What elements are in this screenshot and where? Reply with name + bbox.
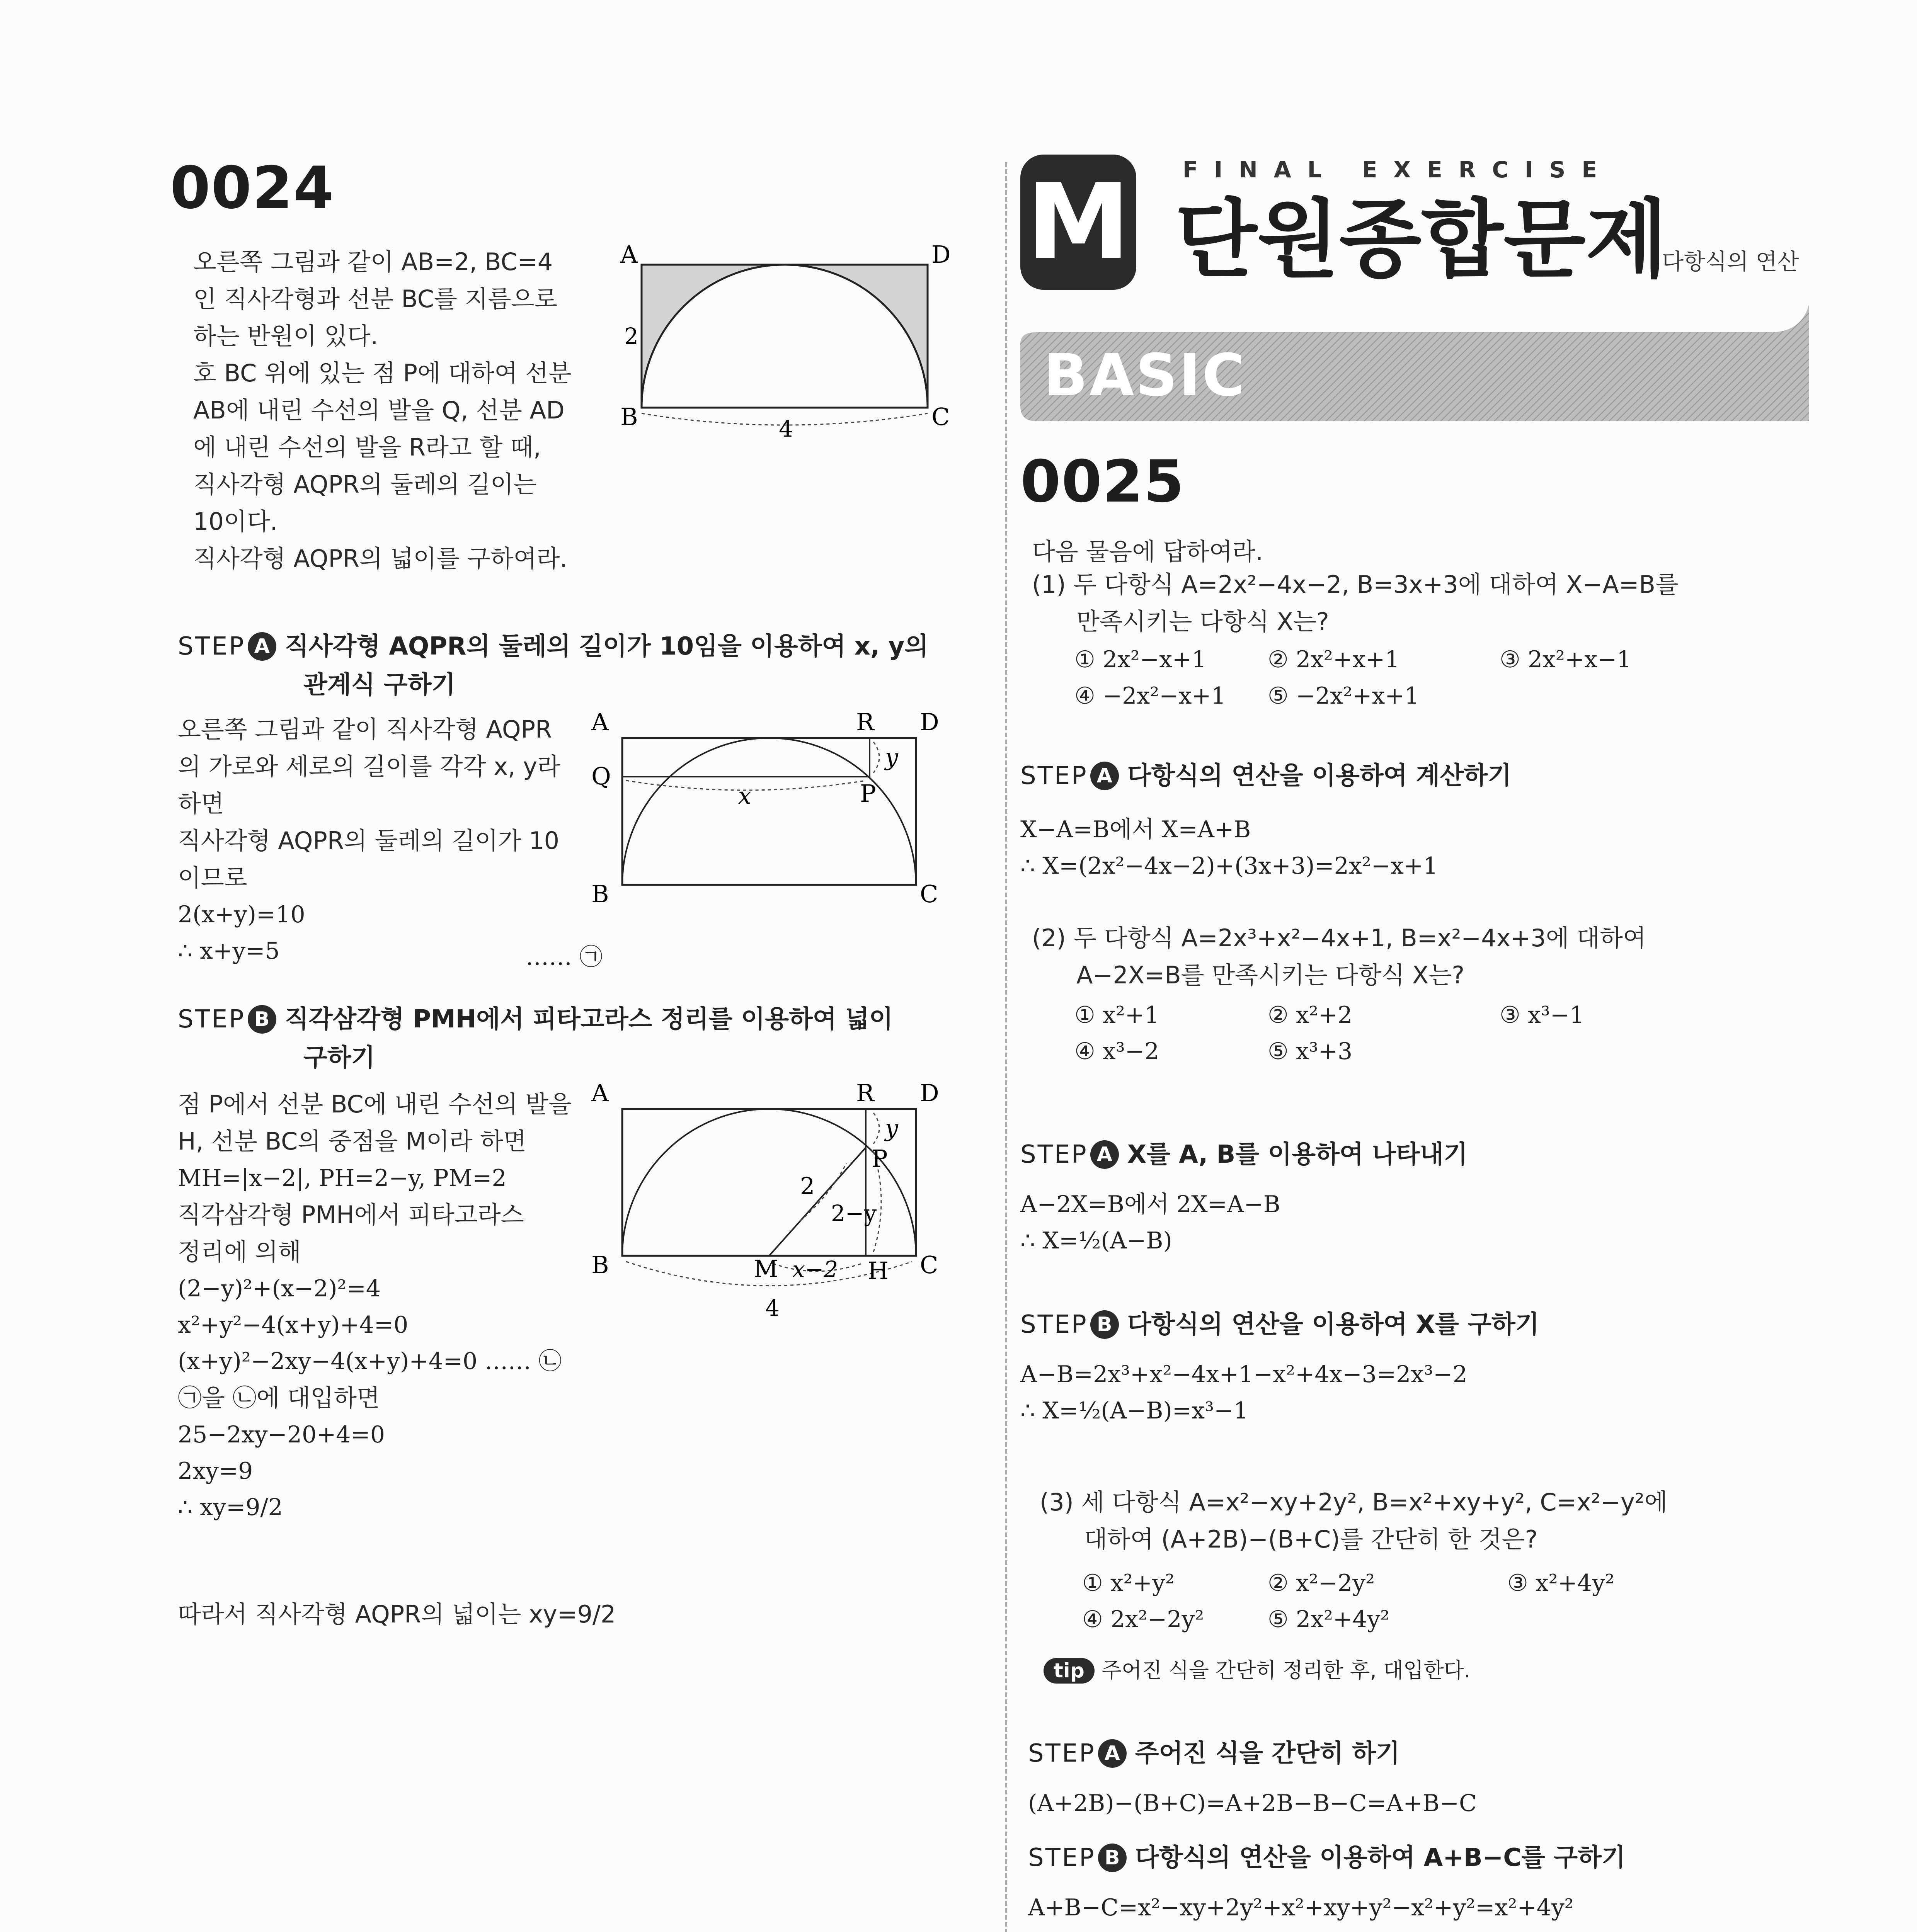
label-H: H bbox=[868, 1257, 889, 1285]
step-title: 주어진 식을 간단히 하기 bbox=[1135, 1739, 1400, 1768]
step-badge: B bbox=[1098, 1844, 1127, 1872]
question-3 bbox=[1040, 1484, 1668, 1558]
step-badge: B bbox=[1090, 1310, 1119, 1339]
question-line: A−2X=B를 만족시키는 다항식 X는? bbox=[1076, 961, 1465, 989]
option-3[interactable]: ③ 2x²+x−1 bbox=[1500, 646, 1632, 673]
option-2[interactable]: ② 2x²+x+1 bbox=[1268, 646, 1400, 673]
step-label: STEP bbox=[178, 1005, 245, 1034]
header-section: 다항식의 연산 bbox=[1662, 248, 1799, 275]
text-line: 인 직사각형과 선분 BC를 지름으로 bbox=[193, 285, 558, 313]
text-line: 직사각형 AQPR의 둘레의 길이가 10 bbox=[178, 827, 560, 855]
text-line: 이므로 bbox=[178, 864, 247, 892]
banner-label: BASIC bbox=[1044, 342, 1246, 409]
label-R: R bbox=[856, 708, 874, 736]
label-4: 4 bbox=[765, 1295, 780, 1321]
step-b-body bbox=[178, 1086, 572, 1526]
label-R: R bbox=[856, 1079, 874, 1107]
question-1 bbox=[1032, 566, 1679, 640]
step-label: STEP bbox=[1020, 1310, 1088, 1339]
text-line: ㉠을 ㉡에 대입하면 bbox=[178, 1384, 380, 1412]
equation-line: A+B−C=x²−xy+2y²+x²+xy+y²−x²+y²=x²+4y² bbox=[1028, 1894, 1574, 1921]
label-A: A bbox=[620, 243, 638, 269]
step-badge: A bbox=[248, 632, 276, 661]
step-body bbox=[1020, 811, 1438, 884]
step-a-heading bbox=[1028, 1735, 1400, 1772]
label-B: B bbox=[620, 403, 638, 431]
label-A: A bbox=[591, 708, 609, 736]
step-a-heading bbox=[178, 628, 928, 665]
step-title: 다항식의 연산을 이용하여 X를 구하기 bbox=[1127, 1310, 1539, 1339]
equation-line: ∴ X=½(A−B)=x³−1 bbox=[1020, 1397, 1248, 1424]
label-2-minus-y: 2−y bbox=[831, 1200, 877, 1226]
text-line: 직각삼각형 PMH에서 피타고라스 bbox=[178, 1201, 524, 1229]
text-line: H, 선분 BC의 중점을 M이라 하면 bbox=[178, 1127, 527, 1155]
equation-line: (x+y)²−2xy−4(x+y)+4=0 …… ㉡ bbox=[178, 1348, 562, 1375]
option-4[interactable]: ④ −2x²−x+1 bbox=[1074, 682, 1226, 709]
equation-marker: …… ㉠ bbox=[526, 944, 603, 971]
equation-line: MH=|x−2|, PH=2−y, PM=2 bbox=[178, 1165, 507, 1192]
text-line: 정리에 의해 bbox=[178, 1238, 301, 1266]
step-b-heading bbox=[1020, 1306, 1539, 1343]
label-y: y bbox=[885, 744, 898, 771]
label-C: C bbox=[931, 403, 950, 431]
text-line: 하는 반원이 있다. bbox=[193, 322, 378, 350]
equation-line: 2(x+y)=10 bbox=[178, 901, 305, 928]
text-line: AB에 내린 수선의 발을 Q, 선분 AD bbox=[193, 396, 565, 424]
label-base: 4 bbox=[779, 416, 793, 442]
problem-number-0024: 0024 bbox=[170, 155, 335, 222]
option-1[interactable]: ① x²+y² bbox=[1082, 1570, 1175, 1597]
label-side: 2 bbox=[624, 323, 638, 349]
label-B: B bbox=[591, 1251, 609, 1279]
step-label: STEP bbox=[1028, 1739, 1096, 1768]
text-line: 10이다. bbox=[193, 507, 278, 536]
option-5[interactable]: ⑤ x³+3 bbox=[1268, 1038, 1353, 1065]
question-line: 대하여 (A+2B)−(B+C)를 간단히 한 것은? bbox=[1084, 1525, 1538, 1553]
label-P: P bbox=[860, 779, 876, 808]
label-B: B bbox=[591, 880, 609, 908]
step-b-heading bbox=[1028, 1839, 1626, 1876]
question-line: (2) 두 다항식 A=2x³+x²−4x+1, B=x²−4x+3에 대하여 bbox=[1032, 924, 1646, 952]
label-Q: Q bbox=[591, 762, 611, 790]
basic-banner bbox=[1013, 305, 1809, 429]
label-C: C bbox=[920, 1251, 938, 1279]
label-x-minus-2: x−2 bbox=[792, 1256, 838, 1282]
label-P: P bbox=[872, 1145, 888, 1173]
label-M: M bbox=[754, 1255, 778, 1283]
option-4[interactable]: ④ x³−2 bbox=[1074, 1038, 1159, 1065]
text-line: 호 BC 위에 있는 점 P에 대하여 선분 bbox=[193, 359, 572, 387]
text-line: 직사각형 AQPR의 둘레의 길이는 bbox=[193, 470, 537, 498]
step-body bbox=[1020, 1356, 1468, 1429]
figure-rectangle-aqpr bbox=[584, 707, 955, 908]
option-3[interactable]: ③ x²+4y² bbox=[1507, 1570, 1615, 1597]
equation-line: 2xy=9 bbox=[178, 1458, 253, 1485]
text-line: 의 가로와 세로의 길이를 각각 x, y라 bbox=[178, 752, 560, 781]
header-title: 단원종합문제 bbox=[1175, 190, 1668, 289]
step-b-heading bbox=[178, 1001, 893, 1038]
step-title: 다항식의 연산을 이용하여 A+B−C를 구하기 bbox=[1135, 1844, 1626, 1872]
step-badge: B bbox=[248, 1005, 276, 1034]
equation-line: ∴ xy=9/2 bbox=[178, 1494, 283, 1521]
figure-right-triangle-pmh bbox=[584, 1078, 955, 1333]
label-D: D bbox=[920, 708, 939, 736]
final-answer: 따라서 직사각형 AQPR의 넓이는 xy=9/2 bbox=[178, 1600, 616, 1628]
step-badge: A bbox=[1098, 1739, 1127, 1768]
label-2: 2 bbox=[800, 1173, 815, 1200]
question-line: (1) 두 다항식 A=2x²−4x−2, B=3x+3에 대하여 X−A=B를 bbox=[1032, 570, 1679, 599]
label-C: C bbox=[920, 880, 938, 908]
step-label: STEP bbox=[178, 632, 245, 661]
tip-badge: tip bbox=[1044, 1658, 1095, 1684]
label-A: A bbox=[591, 1079, 609, 1107]
equation-line: X−A=B에서 X=A+B bbox=[1020, 816, 1251, 843]
step-b-heading-cont: 구하기 bbox=[303, 1044, 375, 1072]
text-line: 직사각형 AQPR의 넓이를 구하여라. bbox=[193, 544, 568, 573]
step-a-body bbox=[178, 711, 560, 969]
step-a-heading-cont: 관계식 구하기 bbox=[303, 671, 456, 699]
text-line: 오른쪽 그림과 같이 AB=2, BC=4 bbox=[193, 248, 553, 276]
equation-line: (A+2B)−(B+C)=A+2B−B−C=A+B−C bbox=[1028, 1790, 1477, 1817]
header-subtitle: FINAL EXERCISE bbox=[1183, 156, 1613, 183]
tip-row bbox=[1044, 1654, 1471, 1684]
step-badge: A bbox=[1090, 1140, 1119, 1169]
step-badge: A bbox=[1090, 762, 1119, 790]
option-3[interactable]: ③ x³−1 bbox=[1500, 1002, 1585, 1029]
option-2[interactable]: ② x²+2 bbox=[1268, 1002, 1353, 1029]
step-label: STEP bbox=[1028, 1844, 1096, 1872]
equation-line: ∴ X=½(A−B) bbox=[1020, 1227, 1172, 1254]
equation-line: (2−y)²+(x−2)²=4 bbox=[178, 1275, 381, 1302]
step-label: STEP bbox=[1020, 762, 1088, 790]
step-label: STEP bbox=[1020, 1140, 1088, 1169]
step-title: 다항식의 연산을 이용하여 계산하기 bbox=[1127, 762, 1512, 790]
text-line: 오른쪽 그림과 같이 직사각형 AQPR bbox=[178, 715, 552, 743]
label-x: x bbox=[738, 782, 751, 810]
text-line: 하면 bbox=[178, 789, 224, 818]
question-2 bbox=[1032, 920, 1646, 994]
step-a-heading bbox=[1020, 757, 1512, 794]
step-title: X를 A, B를 이용하여 나타내기 bbox=[1127, 1140, 1468, 1169]
problem-0024-text bbox=[193, 243, 572, 577]
unit-badge: M bbox=[1020, 155, 1136, 290]
label-y: y bbox=[885, 1115, 898, 1142]
option-2[interactable]: ② x²−2y² bbox=[1268, 1570, 1375, 1597]
equation-line: ∴ X=(2x²−4x−2)+(3x+3)=2x²−x+1 bbox=[1020, 852, 1438, 879]
step-a-heading bbox=[1020, 1136, 1468, 1173]
equation-line: 25−2xy−20+4=0 bbox=[178, 1421, 385, 1448]
question-line: (3) 세 다항식 A=x²−xy+2y², B=x²+xy+y², C=x²−y²에 bbox=[1040, 1488, 1668, 1516]
text-line: 점 P에서 선분 BC에 내린 수선의 발을 bbox=[178, 1090, 572, 1118]
equation-line: A−2X=B에서 2X=A−B bbox=[1020, 1191, 1280, 1218]
step-title: 직사각형 AQPR의 둘레의 길이가 10임을 이용하여 x, y의 bbox=[284, 632, 929, 661]
step-title: 직각삼각형 PMH에서 피타고라스 정리를 이용하여 넓이 bbox=[284, 1005, 893, 1034]
equation-line: x²+y²−4(x+y)+4=0 bbox=[178, 1311, 409, 1338]
option-4[interactable]: ④ 2x²−2y² bbox=[1082, 1606, 1204, 1633]
label-D: D bbox=[920, 1079, 939, 1107]
tip-text: 주어진 식을 간단히 정리한 후, 대입한다. bbox=[1101, 1658, 1471, 1682]
problem-number-0025: 0025 bbox=[1020, 448, 1185, 515]
option-5[interactable]: ⑤ 2x²+4y² bbox=[1268, 1606, 1390, 1633]
label-D: D bbox=[931, 243, 951, 269]
option-1[interactable]: ① x²+1 bbox=[1074, 1002, 1159, 1029]
option-5[interactable]: ⑤ −2x²+x+1 bbox=[1268, 682, 1419, 709]
equation-line: A−B=2x³+x²−4x+1−x²+4x−3=2x³−2 bbox=[1020, 1361, 1468, 1388]
intro: 다음 물음에 답하여라. bbox=[1032, 537, 1263, 566]
question-line: 만족시키는 다항식 X는? bbox=[1076, 607, 1329, 636]
step-body bbox=[1020, 1186, 1280, 1259]
equation-line: ∴ x+y=5 bbox=[178, 937, 280, 964]
figure-semicircle-rectangle bbox=[603, 243, 951, 444]
column-divider bbox=[1005, 162, 1007, 1932]
option-1[interactable]: ① 2x²−x+1 bbox=[1074, 646, 1207, 673]
text-line: 에 내린 수선의 발을 R라고 할 때, bbox=[193, 433, 541, 461]
